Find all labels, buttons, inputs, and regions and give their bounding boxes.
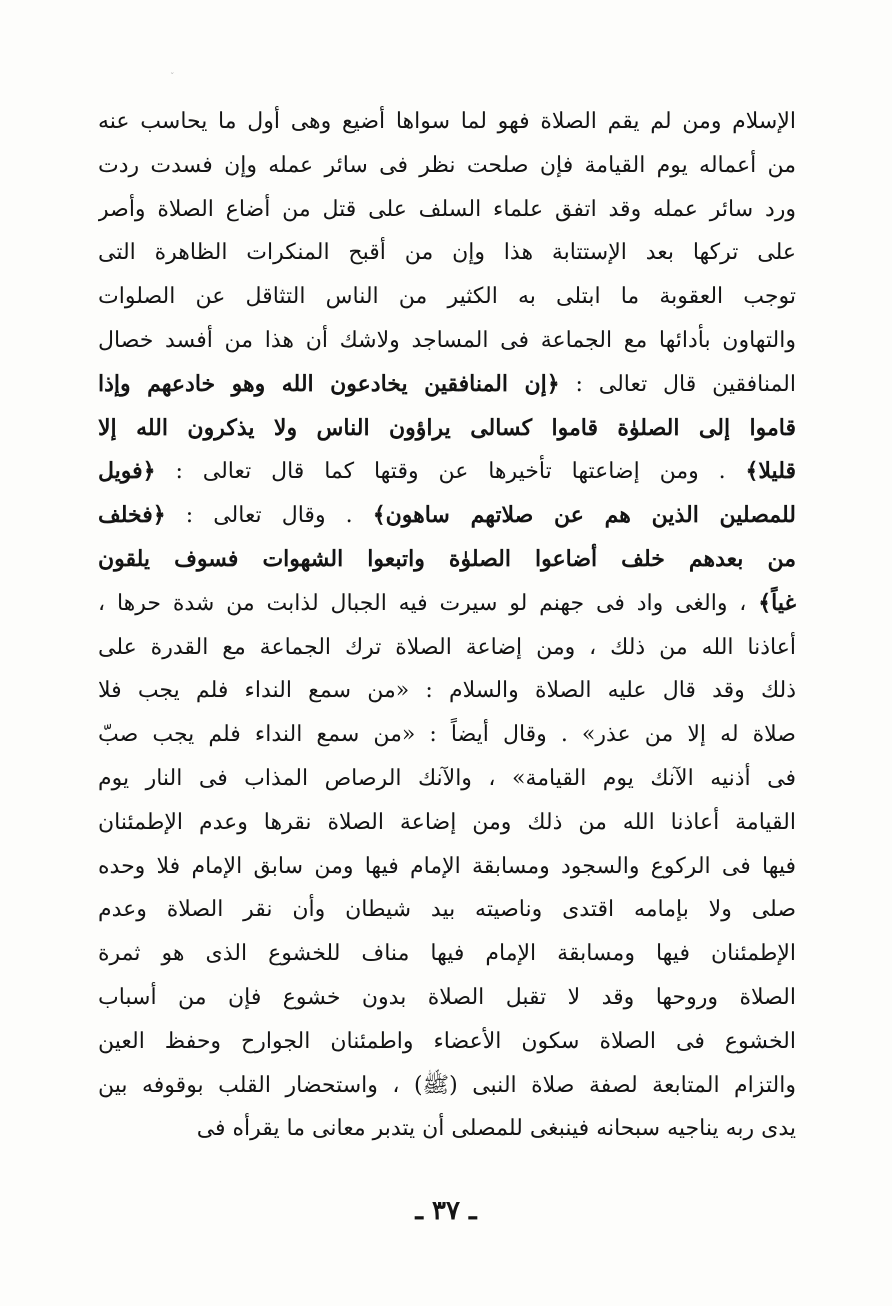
quran-verse-text: من بعدهم خلف أضاعوا الصلوٰة واتبعوا الشهوات فسوف يلقون bbox=[98, 545, 796, 572]
line-text: ورد سائر عمله وقد اتفق علماء السلف على قتل من أضاع الصلاة وأصر bbox=[98, 196, 796, 222]
line-text: فى أذنيه الآنك يوم القيامة» ، والآنك الرصاص المذاب فى النار يوم bbox=[98, 765, 796, 791]
text-line bbox=[98, 363, 796, 407]
line-text: الخشوع فى الصلاة سكون الأعضاء واطمئنان الجوارح وحفظ العين bbox=[98, 1028, 796, 1054]
text-line bbox=[98, 188, 796, 232]
body-text bbox=[98, 100, 796, 1151]
line-text: . ومن إضاعتها تأخيرها عن وقتها كما قال تعالى : bbox=[155, 459, 746, 485]
line-text: توجب العقوبة ما ابتلى به الكثير من الناس التثاقل عن الصلوات bbox=[98, 284, 796, 310]
quran-verse-text: قليلا﴾ bbox=[745, 458, 796, 485]
text-line bbox=[98, 626, 796, 670]
quran-verse-text: غياً﴾ bbox=[758, 589, 796, 616]
text-line bbox=[98, 319, 796, 363]
line-text: والتهاون بأدائها مع الجماعة فى المساجد ولاشك أن هذا من أفسد خصال bbox=[98, 327, 796, 353]
line-text: . وقال تعالى : bbox=[165, 503, 373, 529]
line-text: المنافقين قال تعالى : bbox=[559, 371, 796, 397]
text-line bbox=[98, 976, 796, 1020]
line-text: القيامة أعاذنا الله من ذلك ومن إضاعة الصلاة نقرها وعدم الإطمئنان bbox=[98, 809, 796, 835]
text-line bbox=[98, 144, 796, 188]
quran-verse-text: ﴿فويل bbox=[98, 458, 156, 485]
text-line bbox=[98, 932, 796, 976]
line-text: ، والغى واد فى جهنم لو سيرت فيه الجبال لذابت من شدة حرها ، bbox=[98, 590, 759, 616]
quran-verse-text: ﴿فخلف bbox=[98, 502, 166, 529]
text-line bbox=[98, 713, 796, 757]
text-line bbox=[98, 231, 796, 275]
line-text: صلى ولا بإمامه اقتدى وناصيته بيد شيطان وأن نقر الصلاة وعدم bbox=[98, 897, 796, 923]
text-line bbox=[98, 669, 796, 713]
line-text: والتزام المتابعة لصفة صلاة النبى (ﷺ) ، واستحضار القلب بوقوفه بين bbox=[98, 1072, 796, 1098]
text-line bbox=[98, 100, 796, 144]
text-line bbox=[98, 888, 796, 932]
text-line bbox=[98, 407, 796, 451]
text-line bbox=[98, 538, 796, 582]
line-text: ذلك وقد قال عليه الصلاة والسلام : «من سمع النداء فلم يجب فلا bbox=[98, 678, 796, 704]
quran-verse-text: قاموا إلى الصلوٰة قاموا كسالى يراؤون الناس ولا يذكرون الله إلا bbox=[98, 414, 796, 441]
line-text: الإطمئنان فيها ومسابقة الإمام فيها مناف للخشوع الذى هو ثمرة bbox=[98, 941, 796, 967]
text-line bbox=[98, 1107, 796, 1151]
line-text: الإسلام ومن لم يقم الصلاة فهو لما سواها أضيع وهى أول ما يحاسب عنه bbox=[98, 109, 796, 134]
line-text: من أعماله يوم القيامة فإن صلحت نظر فى سائر عمله وإن فسدت ردت bbox=[98, 152, 796, 178]
text-line bbox=[98, 582, 796, 626]
line-text: صلاة له إلا من عذر» . وقال أيضاً : «من سمع النداء فلم يجب صبّ bbox=[98, 722, 796, 748]
text-line bbox=[98, 757, 796, 801]
text-line bbox=[98, 450, 796, 494]
line-text: فيها فى الركوع والسجود ومسابقة الإمام فيها ومن سابق الإمام فلا وحده bbox=[98, 853, 796, 879]
text-line bbox=[98, 494, 796, 538]
line-text: على تركها بعد الإستتابة هذا وإن من أقبح المنكرات الظاهرة التى bbox=[98, 240, 796, 266]
line-text: أعاذنا الله من ذلك ، ومن إضاعة الصلاة ترك الجماعة مع القدرة على bbox=[98, 634, 796, 660]
text-line bbox=[98, 275, 796, 319]
page-number: ـ ٣٧ ـ bbox=[415, 1196, 477, 1226]
text-line bbox=[98, 1064, 796, 1108]
quran-verse-text: ﴿إن المنافقين يخادعون الله وهو خادعهم وإذا bbox=[98, 370, 560, 397]
scan-mark: ˇ bbox=[170, 73, 175, 83]
quran-verse-text: للمصلين الذين هم عن صلاتهم ساهون﴾ bbox=[372, 502, 796, 529]
text-line bbox=[98, 845, 796, 889]
text-line bbox=[98, 801, 796, 845]
text-line bbox=[98, 1020, 796, 1064]
line-text: الصلاة وروحها وقد لا تقبل الصلاة بدون خشوع فإن من أسباب bbox=[98, 984, 796, 1010]
line-text: يدى ربه يناجيه سبحانه فينبغى للمصلى أن يتدبر معانى ما يقرأه فى bbox=[196, 1116, 796, 1142]
